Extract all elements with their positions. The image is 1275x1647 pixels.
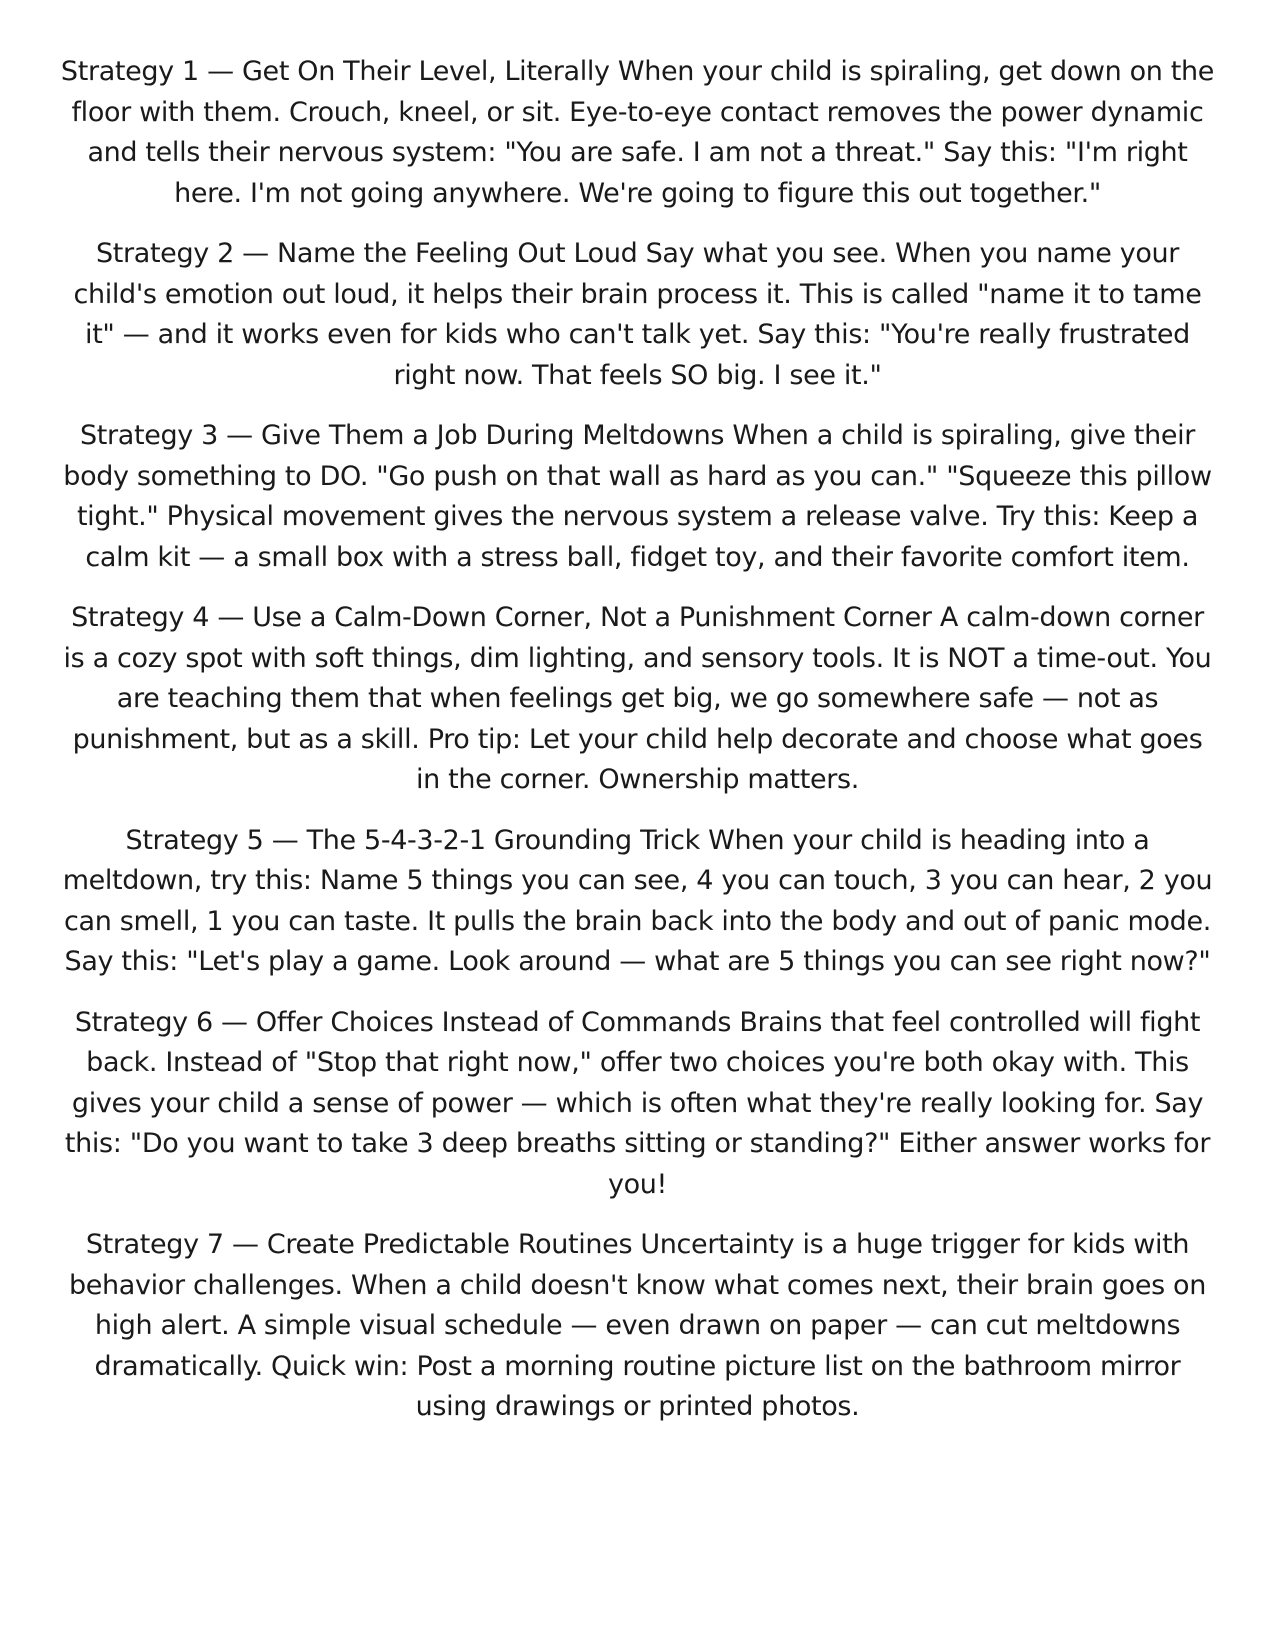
strategy-4-paragraph: Strategy 4 — Use a Calm-Down Corner, Not a Punishment Corner A calm-down corner is a cozy spot with soft things, dim lighting, and sensory tools. It is NOT a time-out. You are teaching them that when feelings get big, we go somewhere safe — not as punishment, but as a skill. Pro tip: Let your child help decorate and choose what goes in the corner. Ownership matters. xyxy=(63,602,1212,795)
strategy-1-paragraph: Strategy 1 — Get On Their Level, Literally When your child is spiraling, get down on the floor with them. Crouch, kneel, or sit. Eye-to-eye contact removes the power dynamic and tells their nervous system: "You are safe. I am not a threat." Say this: "I'm right here. I'm not going anywhere. We're going to figure this out together." xyxy=(60,56,1215,209)
strategy-6-paragraph: Strategy 6 — Offer Choices Instead of Commands Brains that feel controlled will fight back. Instead of "Stop that right now," offer two choices you're both okay with. This gives your child a sense of power — which is often what they're really looking for. Say this: "Do you want to take 3 deep breaths sitting or standing?" Either answer works for you! xyxy=(64,1006,1211,1200)
strategy-5-paragraph: Strategy 5 — The 5-4-3-2-1 Grounding Trick When your child is heading into a meltdown, try this: Name 5 things you can see, 4 you can touch, 3 you can hear, 2 you can smell, 1 you can taste. It pulls the brain back into the body and out of panic mode. Say this: "Let's play a game. Look around — what are 5 things you can see right now?" xyxy=(62,824,1213,977)
strategy-7-paragraph: Strategy 7 — Create Predictable Routines Uncertainty is a huge trigger for kids with behavior challenges. When a child doesn't know what comes next, their brain goes on high alert. A simple visual schedule — even drawn on paper — can cut meltdowns dramatically. Quick win: Post a morning routine picture list on the bathroom mirror using drawings or printed photos. xyxy=(69,1229,1206,1422)
strategy-2-paragraph: Strategy 2 — Name the Feeling Out Loud Say what you see. When you name your child's emotion out loud, it helps their brain process it. This is called "name it to tame it" — and it works even for kids who can't talk yet. Say this: "You're really frustrated right now. That feels SO big. I see it." xyxy=(73,238,1202,391)
strategy-3-paragraph: Strategy 3 — Give Them a Job During Meltdowns When a child is spiraling, give their body something to DO. "Go push on that wall as hard as you can." "Squeeze this pillow tight." Physical movement gives the nervous system a release valve. Try this: Keep a calm kit — a small box with a stress ball, fidget toy, and their favorite comfort item. xyxy=(63,420,1212,573)
